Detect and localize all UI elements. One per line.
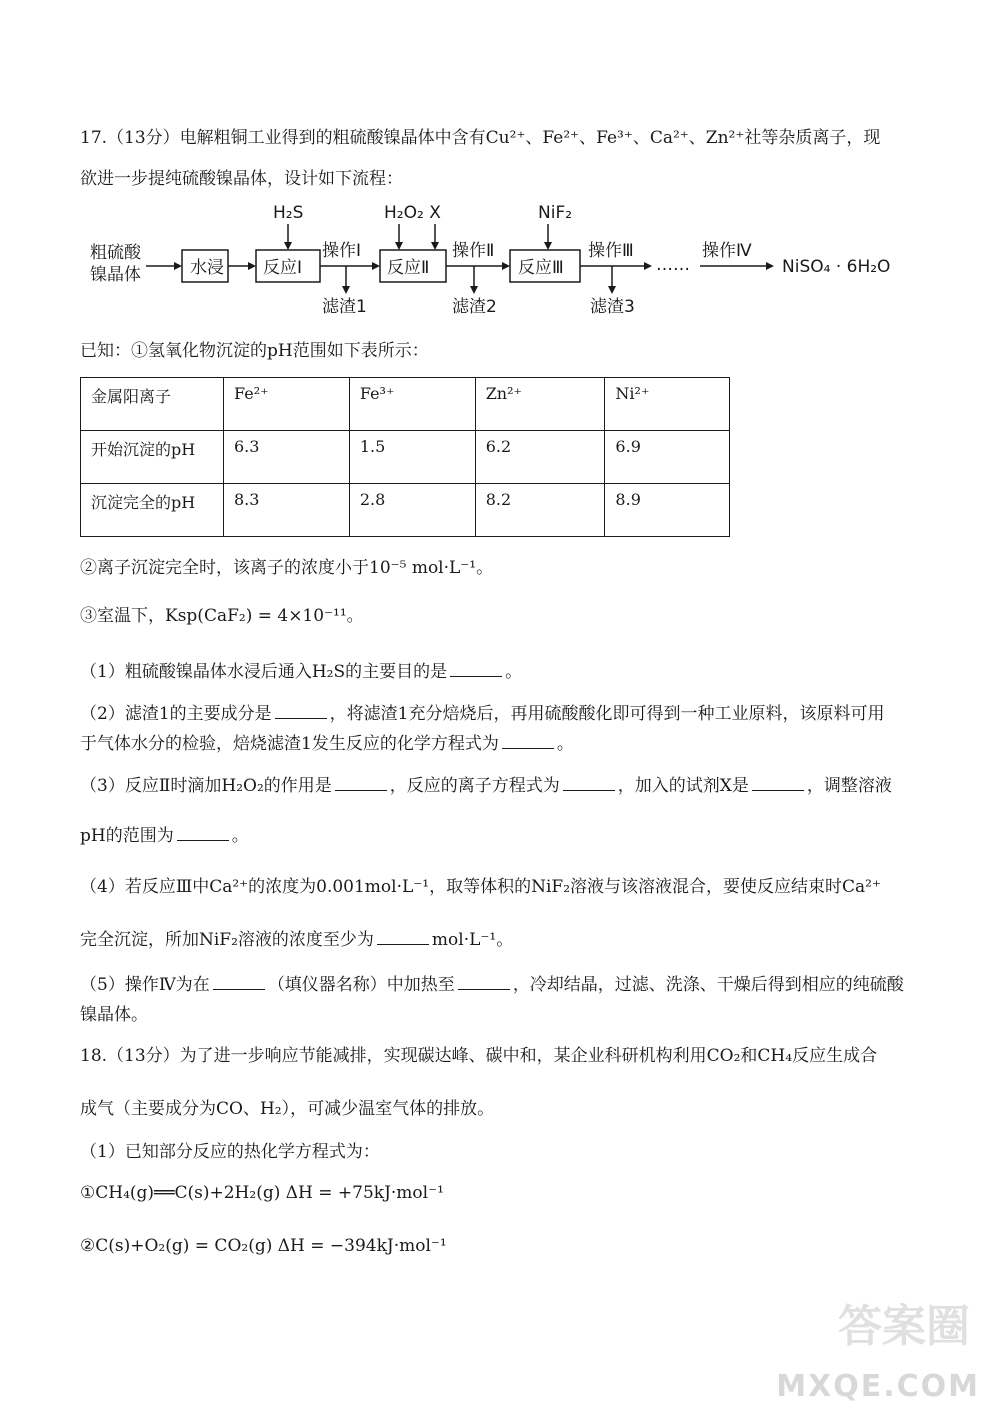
watermark-logo: 答案圈 — [838, 1301, 970, 1352]
q18-header: 18.（13分）为了进一步响应节能减排，实现碳达峰、碳中和，某企业科研机构利用CO₂和CH₄反应生成合 — [80, 1046, 878, 1066]
table-cell: 8.2 — [475, 484, 605, 537]
question-17-3 — [80, 772, 930, 799]
flow-box-reaction2-label: 反应Ⅱ — [387, 258, 430, 278]
q3-end: 。 — [231, 826, 249, 846]
q1-text: （1）粗硫酸镍晶体水浸后通入H₂S的主要目的是 — [80, 662, 448, 682]
question-17-2 — [80, 700, 930, 727]
q18-part1: （1）已知部分反应的热化学方程式为： — [80, 1142, 380, 1162]
flow-reagent2: H₂O₂ X — [384, 203, 441, 223]
question-17-5-cont: 镍晶体。 — [80, 1005, 148, 1025]
flow-start-line1: 粗硫酸 — [90, 243, 141, 263]
flow-residue3: 滤渣3 — [590, 297, 635, 317]
flow-start-line2: 镍晶体 — [90, 265, 141, 285]
q5-text: （5）操作Ⅳ为在 — [80, 975, 210, 995]
q2-text-2: 于气体水分的检验，焙烧滤渣1发生反应的化学方程式为 — [80, 734, 499, 754]
table-cell: 1.5 — [349, 431, 475, 484]
flow-dots: …… — [656, 255, 690, 275]
q5-text-b: （填仪器名称）中加热至 — [267, 975, 455, 995]
answer-blank[interactable] — [458, 971, 510, 990]
answer-blank[interactable] — [177, 822, 229, 841]
answer-blank[interactable] — [213, 971, 265, 990]
table-header-row — [81, 378, 730, 431]
table-cell: 2.8 — [349, 484, 475, 537]
table-cell: 开始沉淀的pH — [81, 431, 224, 484]
known-1: 已知：①氢氧化物沉淀的pH范围如下表所示： — [80, 341, 429, 361]
table-cell: Zn²⁺ — [475, 378, 605, 431]
q17-header-cont: 欲进一步提纯硫酸镍晶体，设计如下流程： — [80, 169, 403, 189]
q3-text-e: pH的范围为 — [80, 826, 174, 846]
q3-text: （3）反应Ⅱ时滴加H₂O₂的作用是 — [80, 776, 332, 796]
equation-2: ②C(s)+O₂(g) = CO₂(g) ΔH = −394kJ·mol⁻¹ — [80, 1236, 447, 1256]
answer-blank[interactable] — [275, 700, 327, 719]
flow-op3: 操作Ⅲ — [588, 241, 634, 261]
q1-end: 。 — [505, 662, 523, 682]
q3-text-d: ，调整溶液 — [806, 776, 892, 796]
flow-box-reaction1-label: 反应Ⅰ — [263, 258, 303, 278]
flow-box-water-label: 水浸 — [190, 258, 224, 278]
q3-text-c: ，加入的试剂X是 — [617, 776, 749, 796]
flow-residue2: 滤渣2 — [452, 297, 497, 317]
answer-blank[interactable] — [502, 730, 554, 749]
flow-residue1: 滤渣1 — [322, 297, 367, 317]
flow-reagent3: NiF₂ — [538, 203, 573, 223]
question-17-4: （4）若反应Ⅲ中Ca²⁺的浓度为0.001mol·L⁻¹，取等体积的NiF₂溶液与该溶液混合，要使反应结束时Ca²⁺ — [80, 877, 881, 897]
table-cell: Fe³⁺ — [349, 378, 475, 431]
q2-end: 。 — [556, 734, 574, 754]
table-cell: 6.2 — [475, 431, 605, 484]
process-flow-diagram — [90, 200, 920, 320]
answer-blank[interactable] — [335, 772, 387, 791]
known-3: ③室温下，Ksp(CaF₂) = 4×10⁻¹¹。 — [80, 606, 364, 626]
q5-text-c: ，冷却结晶，过滤、洗涤、干燥后得到相应的纯硫酸 — [512, 975, 904, 995]
answer-blank[interactable] — [752, 772, 804, 791]
answer-blank[interactable] — [377, 926, 429, 945]
q3-text-b: ，反应的离子方程式为 — [389, 776, 560, 796]
q2-text-cont: ，将滤渣1充分焙烧后，再用硫酸酸化即可得到一种工业原料，该原料可用 — [329, 704, 885, 724]
table-cell: 金属阳离子 — [81, 378, 224, 431]
table-row — [81, 431, 730, 484]
q2-text: （2）滤渣1的主要成分是 — [80, 704, 272, 724]
watermark-site: MXQE.COM — [776, 1369, 980, 1404]
table-cell: 6.3 — [224, 431, 350, 484]
q4-unit: mol·L⁻¹。 — [431, 930, 514, 950]
q4-text: 完全沉淀，所加NiF₂溶液的浓度至少为 — [80, 930, 374, 950]
table-row — [81, 484, 730, 537]
flow-product: NiSO₄ · 6H₂O — [782, 257, 891, 277]
question-17-4-cont — [80, 926, 930, 953]
answer-blank[interactable] — [450, 658, 502, 677]
flow-box-reaction3-label: 反应Ⅲ — [518, 258, 564, 278]
table-cell: Ni²⁺ — [605, 378, 730, 431]
question-17-5 — [80, 971, 930, 998]
table-cell: 8.3 — [224, 484, 350, 537]
table-cell: 6.9 — [605, 431, 730, 484]
table-cell: 8.9 — [605, 484, 730, 537]
q18-header-cont: 成气（主要成分为CO、H₂），可减少温室气体的排放。 — [80, 1099, 495, 1119]
question-17-3-cont — [80, 822, 930, 849]
answer-blank[interactable] — [563, 772, 615, 791]
table-cell: Fe²⁺ — [224, 378, 350, 431]
question-17-1 — [80, 658, 930, 685]
flow-op1: 操作Ⅰ — [322, 241, 362, 261]
known-2: ②离子沉淀完全时，该离子的浓度小于10⁻⁵ mol·L⁻¹。 — [80, 558, 494, 578]
flow-op4: 操作Ⅳ — [702, 241, 752, 261]
equation-1: ①CH₄(g)══C(s)+2H₂(g) ΔH = +75kJ·mol⁻¹ — [80, 1183, 444, 1203]
question-17-2-cont — [80, 730, 930, 757]
flow-op2: 操作Ⅱ — [452, 241, 495, 261]
ph-table — [80, 377, 730, 537]
table-cell: 沉淀完全的pH — [81, 484, 224, 537]
q17-header: 17.（13分）电解粗铜工业得到的粗硫酸镍晶体中含有Cu²⁺、Fe²⁺、Fe³⁺、Ca²⁺、Zn²⁺社等杂质离子，现 — [80, 128, 881, 148]
flow-reagent1: H₂S — [273, 203, 304, 223]
